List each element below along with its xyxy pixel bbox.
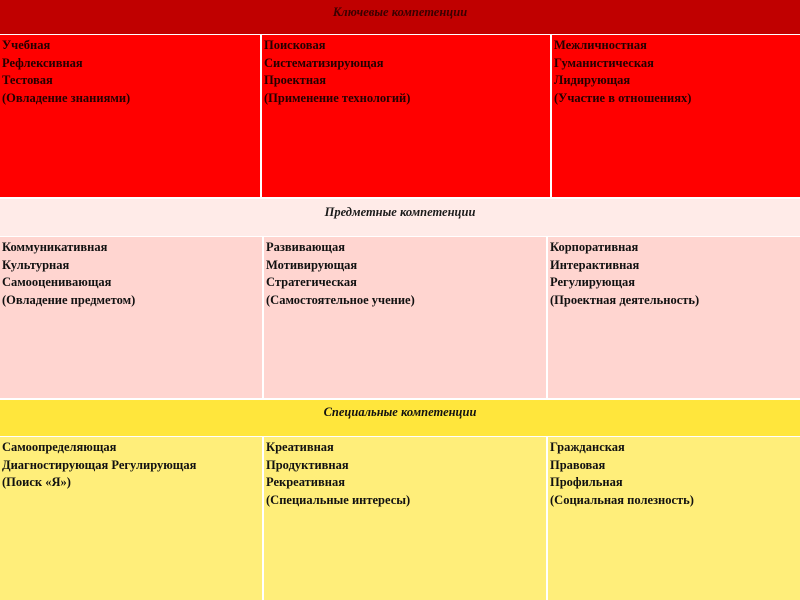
cell-line: Регулирующая xyxy=(550,275,636,289)
cell-line: Самоопределяющая xyxy=(2,440,117,454)
subject-competencies-header: Предметные компетенции xyxy=(0,199,800,236)
cell-line: Диагностирующая Регулирующая xyxy=(2,457,197,472)
key-cell-learning xyxy=(0,35,260,197)
cell-line: Рефлексивная xyxy=(2,55,83,70)
cell-line: (Участие в отношениях) xyxy=(554,90,692,105)
subject-cell-communicative xyxy=(0,237,262,398)
key-competencies-header: Ключевые компетенции xyxy=(0,0,800,34)
cell-line: Тестовая xyxy=(2,73,53,87)
cell-line: Межличностная xyxy=(554,38,647,52)
cell-line: Систематизирующая xyxy=(264,55,384,70)
cell-line: (Овладение знаниями) xyxy=(2,90,131,105)
row-divider xyxy=(0,398,800,400)
cell-line: Культурная xyxy=(2,257,70,272)
cell-line: Продуктивная xyxy=(266,457,349,472)
cell-line: (Самостоятельное учение) xyxy=(266,292,415,307)
cell-line: Рекреативная xyxy=(266,475,345,489)
cell-line: Корпоративная xyxy=(550,240,639,254)
cell-line: Креативная xyxy=(266,440,334,454)
cell-line: Проектная xyxy=(264,73,327,87)
cell-line: Поисковая xyxy=(264,38,326,52)
special-cell-self-determining xyxy=(0,437,262,600)
cell-line: Развивающая xyxy=(266,240,345,254)
cell-line: Гражданская xyxy=(550,440,625,454)
cell-line: (Поиск «Я») xyxy=(2,475,71,489)
subject-cell-corporate xyxy=(548,237,800,398)
row-divider xyxy=(0,436,800,437)
cell-line: Интерактивная xyxy=(550,257,640,272)
cell-line: Коммуникативная xyxy=(2,240,108,254)
cell-line: (Проектная деятельность) xyxy=(550,292,700,307)
cell-line: (Социальная полезность) xyxy=(550,492,694,507)
key-cell-interpersonal xyxy=(552,35,800,197)
cell-line: Стратегическая xyxy=(266,275,357,289)
special-cell-creative xyxy=(264,437,546,600)
cell-line: Учебная xyxy=(2,38,51,52)
cell-line: Гуманистическая xyxy=(554,55,654,70)
cell-line: Самооценивающая xyxy=(2,275,112,289)
key-cell-search xyxy=(262,35,550,197)
cell-line: Правовая xyxy=(550,457,606,472)
row-divider xyxy=(0,236,800,237)
row-divider xyxy=(0,197,800,199)
subject-cell-developing xyxy=(264,237,546,398)
cell-line: (Специальные интересы) xyxy=(266,492,411,507)
cell-line: Профильная xyxy=(550,475,623,489)
cell-line: (Применение технологий) xyxy=(264,90,411,105)
cell-line: (Овладение предметом) xyxy=(2,292,136,307)
cell-line: Мотивирующая xyxy=(266,257,358,272)
special-competencies-header: Специальные компетенции xyxy=(0,400,800,436)
special-cell-civic xyxy=(548,437,800,600)
cell-line: Лидирующая xyxy=(554,73,631,87)
row-divider xyxy=(0,34,800,35)
